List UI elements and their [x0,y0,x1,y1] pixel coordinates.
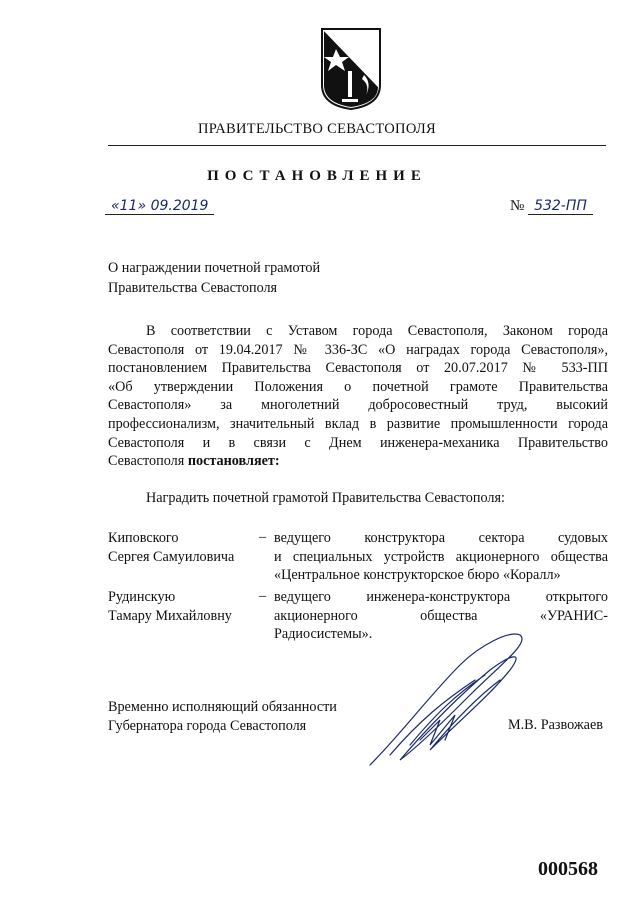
preamble-line: Севастополя и в связи с Днем инженера-механика Правительство [108,434,608,451]
document-subject [108,258,320,298]
government-name: ПРАВИТЕЛЬСТВО СЕВАСТОПОЛЯ [198,121,436,137]
recipient-dash: – [259,588,267,604]
number-prefix: № [510,198,525,214]
recipient-description: ведущего конструктора сектора судовых и специальных устройств акционерного общества «Центральное конструкторское бюро «Коралл» [274,530,608,584]
signatory-name: М.В. Развожаев [508,717,603,733]
sevastopol-coat-of-arms-icon [320,27,382,111]
document-title: ПОСТАНОВЛЕНИЕ [207,168,427,184]
header-rule [108,145,606,146]
resolves-word: постановляет [187,453,275,470]
recipient-description: ведущего инженера-конструктора открытого акционерного общества «УРАНИС- Радиосистемы». [274,589,608,643]
preamble-line: Севастополя от 19.04.2017 № 336-ЗС «О наградах города Севастополя», [108,341,608,358]
preamble-line: постановлением Правительства Севастополя от 20.07.2017 № 533-ПП [108,360,608,377]
subject-line-1: О награждении почетной грамотой [108,260,321,276]
signatory-title: Временно исполняющий обязанности Губернатора города Севастополя [108,699,337,734]
number-handwritten: 532-ПП [528,198,593,215]
preamble-line: профессионализм, значительный вклад в развитие промышленности города [108,415,608,432]
preamble-paragraph [108,322,608,471]
document-number [510,198,593,215]
preamble-line: В соответствии с Уставом города Севастополя, Законом города [146,323,608,339]
recipient-name: Киповского Сергея Самуиловича [108,530,235,565]
document-date [105,198,214,215]
handwritten-signature-icon [360,625,540,775]
subject-line-2: Правительства Севастополя [108,280,278,296]
recipient-dash: – [259,529,267,545]
preamble-last-line: Севастополя постановляет: [108,453,280,470]
serial-number: 000568 [538,858,598,880]
award-intro: Наградить почетной грамотой Правительства Севастополя: [146,490,505,506]
date-handwritten: «11» 09.2019 [105,198,214,215]
preamble-line: «Об утверждении Положения о почетной грамоте Правительства [108,378,608,395]
recipient-name: Рудинскую Тамару Михайловну [108,589,232,624]
preamble-line: Севастополя» за многолетний добросовестный труд, высокий [108,397,608,414]
